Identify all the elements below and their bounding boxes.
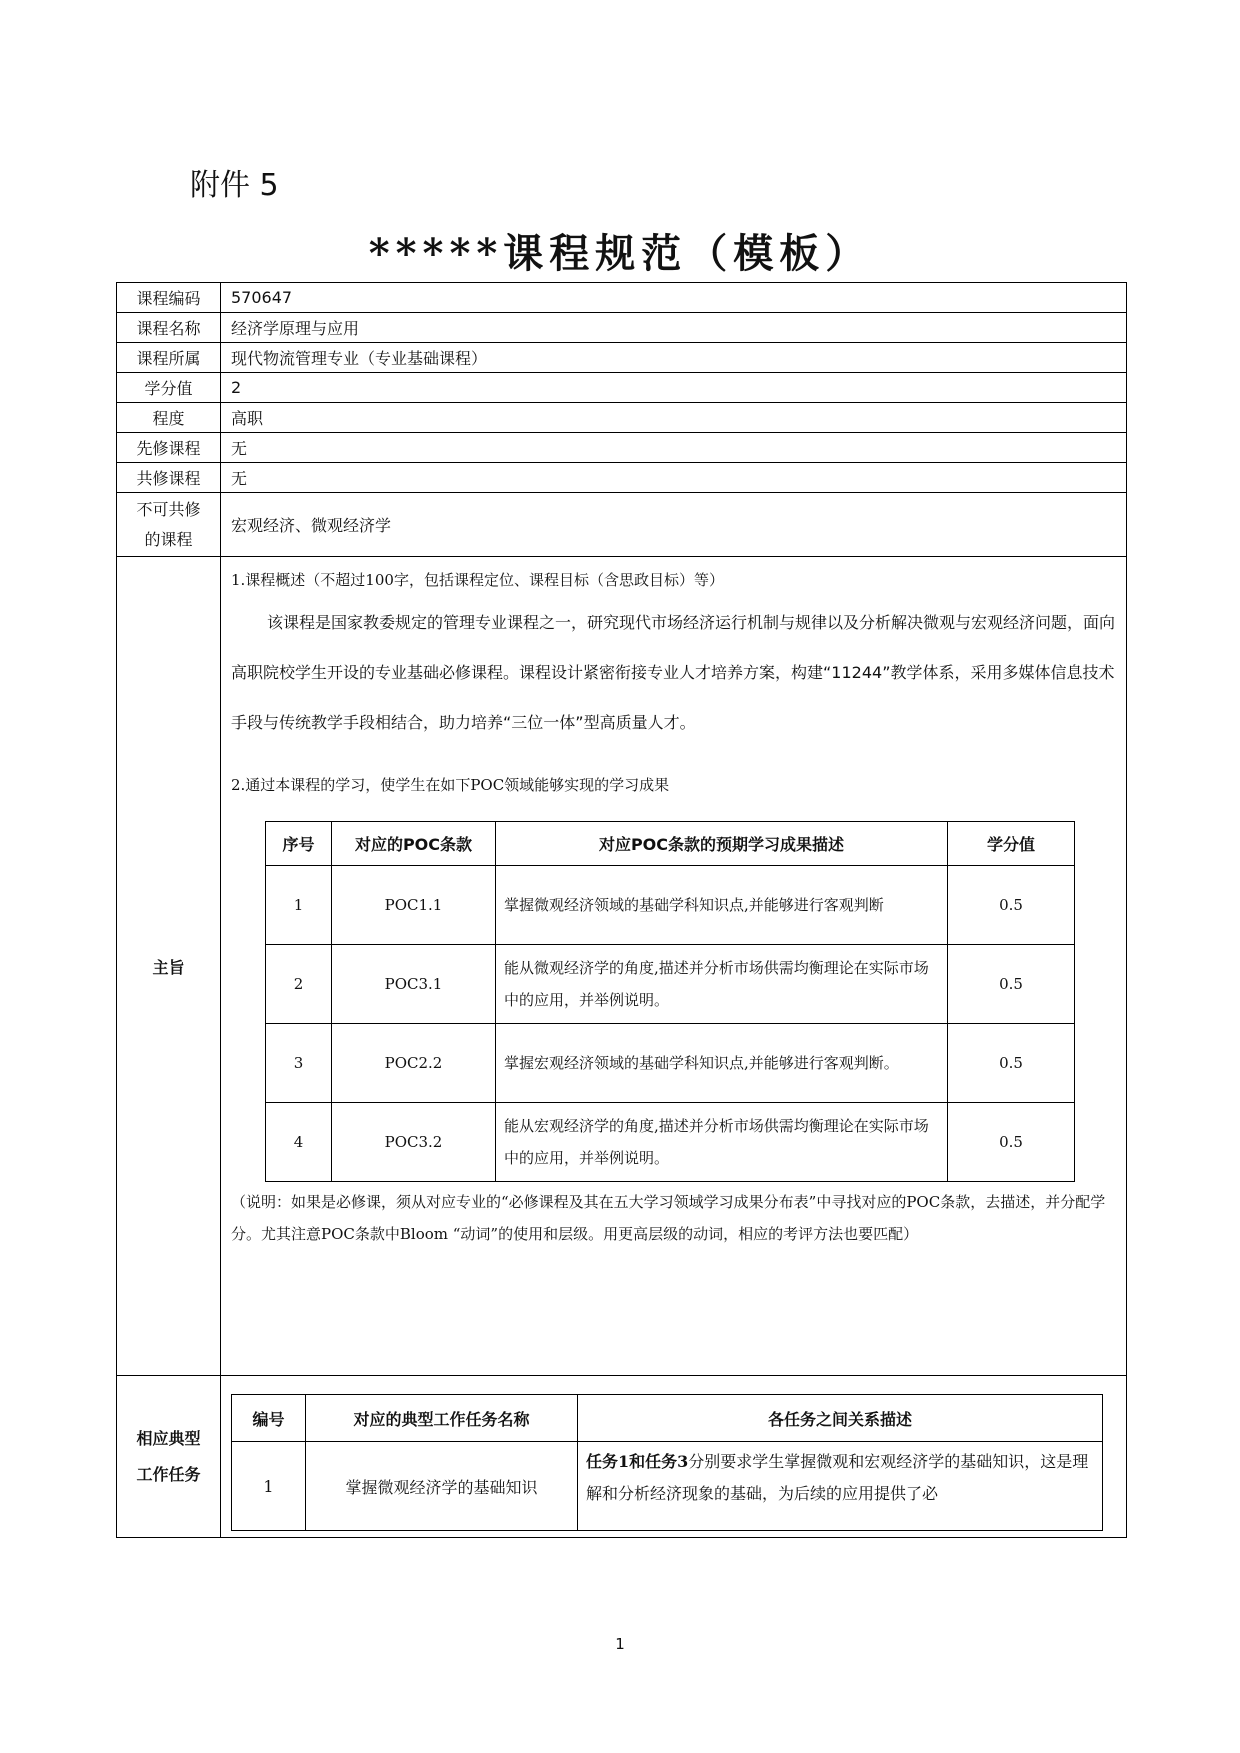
- info-row-coreq: [117, 463, 1127, 493]
- table-row: [266, 945, 1075, 1024]
- poc-credit: 0.5: [948, 945, 1075, 1024]
- info-row-code: [117, 283, 1127, 313]
- attachment-label: 附件 5: [190, 168, 279, 203]
- info-row-name: [117, 313, 1127, 343]
- purpose-row: [117, 557, 1127, 1376]
- poc-no: 2: [266, 945, 332, 1024]
- noncoreq-label-line2: 的课程: [144, 529, 193, 549]
- table-row: [266, 1103, 1075, 1182]
- poc-credit: 0.5: [948, 1024, 1075, 1103]
- poc-table: [265, 821, 1075, 1182]
- prereq-label: 先修课程: [117, 433, 221, 463]
- task-header-no: 编号: [232, 1395, 306, 1442]
- table-row: [266, 1024, 1075, 1103]
- tasks-content: [221, 1376, 1127, 1538]
- task-header-row: [232, 1395, 1103, 1442]
- course-code-value: 570647: [221, 283, 1127, 313]
- poc-desc: 掌握宏观经济领域的基础学科知识点,并能够进行客观判断。: [496, 1024, 948, 1103]
- course-code-label: 课程编码: [117, 283, 221, 313]
- poc-desc: 能从微观经济学的角度,描述并分析市场供需均衡理论在实际市场中的应用，并举例说明。: [496, 945, 948, 1024]
- task-relation: [578, 1442, 1103, 1531]
- poc-credit: 0.5: [948, 1103, 1075, 1182]
- table-row: [266, 866, 1075, 945]
- course-name-label: 课程名称: [117, 313, 221, 343]
- poc-no: 3: [266, 1024, 332, 1103]
- document-title: *****课程规范（模板）: [368, 230, 872, 277]
- task-no: 1: [232, 1442, 306, 1531]
- level-value: 高职: [221, 403, 1127, 433]
- coreq-label: 共修课程: [117, 463, 221, 493]
- poc-code: POC3.2: [332, 1103, 496, 1182]
- task-name: 掌握微观经济学的基础知识: [306, 1442, 578, 1531]
- poc-desc: 掌握微观经济领域的基础学科知识点,并能够进行客观判断: [496, 866, 948, 945]
- info-row-credits: [117, 373, 1127, 403]
- poc-no: 1: [266, 866, 332, 945]
- course-spec-table: [116, 282, 1127, 1538]
- info-row-level: [117, 403, 1127, 433]
- table-row: [232, 1442, 1103, 1531]
- tasks-row: [117, 1376, 1127, 1538]
- poc-note: （说明：如果是必修课，须从对应专业的“必修课程及其在五大学习领域学习成果分布表”中寻找对应的POC条款，去描述，并分配学分。尤其注意POC条款中Bloom “动词”的使用和层级。用更高层级的动词，相应的考评方法也要匹配）: [231, 1193, 1106, 1243]
- tasks-label: [117, 1376, 221, 1538]
- task-relation-bold: 任务1和任务3: [586, 1452, 689, 1471]
- purpose-label: 主旨: [117, 557, 221, 1376]
- tasks-label-line1: 相应典型: [136, 1428, 201, 1448]
- poc-desc: 能从宏观经济学的角度,描述并分析市场供需均衡理论在实际市场中的应用，并举例说明。: [496, 1103, 948, 1182]
- poc-header-row: [266, 822, 1075, 866]
- course-name-value: 经济学原理与应用: [221, 313, 1127, 343]
- poc-no: 4: [266, 1103, 332, 1182]
- credits-value: 2: [221, 373, 1127, 403]
- info-row-prereq: [117, 433, 1127, 463]
- poc-header-credit: 学分值: [948, 822, 1075, 866]
- info-row-affiliation: [117, 343, 1127, 373]
- coreq-value: 无: [221, 463, 1127, 493]
- info-row-noncoreq: [117, 493, 1127, 557]
- task-header-relation: 各任务之间关系描述: [578, 1395, 1103, 1442]
- course-affiliation-value: 现代物流管理专业（专业基础课程）: [221, 343, 1127, 373]
- poc-header-poc: 对应的POC条款: [332, 822, 496, 866]
- poc-code: POC2.2: [332, 1024, 496, 1103]
- overview-text: 该课程是国家教委规定的管理专业课程之一，研究现代市场经济运行机制与规律以及分析解决微观与宏观经济问题，面向高职院校学生开设的专业基础必修课程。课程设计紧密衔接专业人才培养方案，构建“11244”教学体系，采用多媒体信息技术手段与传统教学手段相结合，助力培养“三位一体”型高质量人才。: [231, 613, 1116, 732]
- outcomes-heading: 2.通过本课程的学习，使学生在如下POC领域能够实现的学习成果: [231, 776, 670, 794]
- level-label: 程度: [117, 403, 221, 433]
- poc-credit: 0.5: [948, 866, 1075, 945]
- poc-code: POC3.1: [332, 945, 496, 1024]
- noncoreq-label-line1: 不可共修: [136, 499, 201, 519]
- overview-heading: 1.课程概述（不超过100字，包括课程定位、课程目标（含思政目标）等）: [231, 571, 724, 589]
- prereq-value: 无: [221, 433, 1127, 463]
- credits-label: 学分值: [117, 373, 221, 403]
- purpose-content: [221, 557, 1127, 1376]
- course-affiliation-label: 课程所属: [117, 343, 221, 373]
- task-relation-text: 分别要求学生掌握微观和宏观经济学的基础知识，这是理解和分析经济现象的基础，为后续的应用提供了必: [586, 1452, 1089, 1503]
- noncoreq-value: 宏观经济、微观经济学: [221, 493, 1127, 557]
- poc-code: POC1.1: [332, 866, 496, 945]
- page-number: 1: [615, 1635, 625, 1653]
- tasks-label-line2: 工作任务: [136, 1464, 201, 1484]
- task-table: [231, 1394, 1103, 1531]
- poc-header-desc: 对应POC条款的预期学习成果描述: [496, 822, 948, 866]
- poc-header-no: 序号: [266, 822, 332, 866]
- noncoreq-label: [117, 493, 221, 557]
- task-header-name: 对应的典型工作任务名称: [306, 1395, 578, 1442]
